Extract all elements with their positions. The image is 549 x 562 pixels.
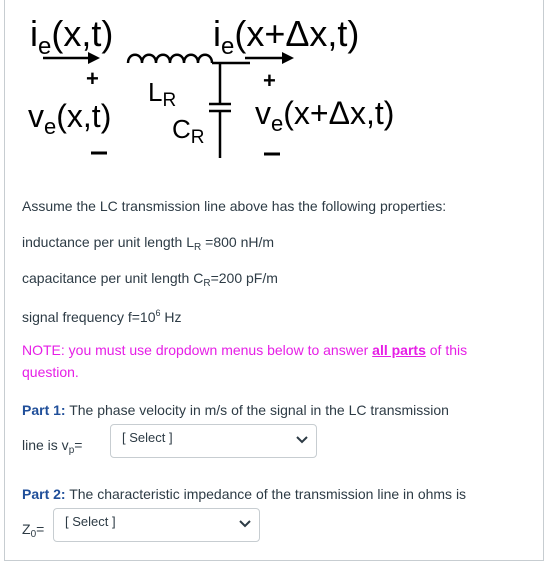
plus-sign-left: + (86, 66, 99, 91)
voltage-right-label: $v_e(x+\Delta x,t)$ (255, 95, 395, 136)
part2-select-value: [ Select ] (65, 514, 116, 529)
part2-variable: $Z_0=$ (22, 521, 45, 540)
all-parts-link[interactable]: all parts (372, 342, 426, 358)
note-text: NOTE: you must use dropdown menus below to answer all parts of this question. (22, 342, 468, 380)
frequency-line: signal frequency $f=10^6$ Hz (22, 308, 182, 325)
chevron-down-icon (239, 520, 251, 528)
current-left-label: $i_e(x,t)$ (30, 13, 114, 60)
capacitor-label: CR (172, 114, 205, 148)
inductance-line: inductance per unit length $L_R =800$ nH/m (22, 234, 275, 253)
voltage-left-label: $v_e(x,t)$ (28, 98, 112, 139)
part2-question: Part 2: The characteristic impedance of the transmission line in ohms is (22, 486, 467, 502)
part1-select-value: [ Select ] (122, 430, 173, 445)
chevron-down-icon (296, 436, 308, 444)
inductor-label: LR (148, 77, 177, 111)
part1-select[interactable] (110, 424, 317, 458)
part2-select[interactable] (53, 508, 260, 542)
part1-question: Part 1: The phase velocity in m/s of the signal in the LC transmission (22, 402, 449, 418)
intro-text: Assume the LC transmission line above has the following properties: (22, 198, 447, 214)
plus-sign-right: + (263, 68, 276, 93)
lc-circuit-diagram (0, 0, 549, 175)
current-right-label: $i_e(x+\Delta x,t)$ (213, 13, 360, 60)
inductor-symbol (128, 55, 212, 63)
capacitance-line: capacitance per unit length $C_R=200$ pF/m (22, 270, 278, 289)
part1-variable: line is $v_p=$ (22, 437, 83, 456)
